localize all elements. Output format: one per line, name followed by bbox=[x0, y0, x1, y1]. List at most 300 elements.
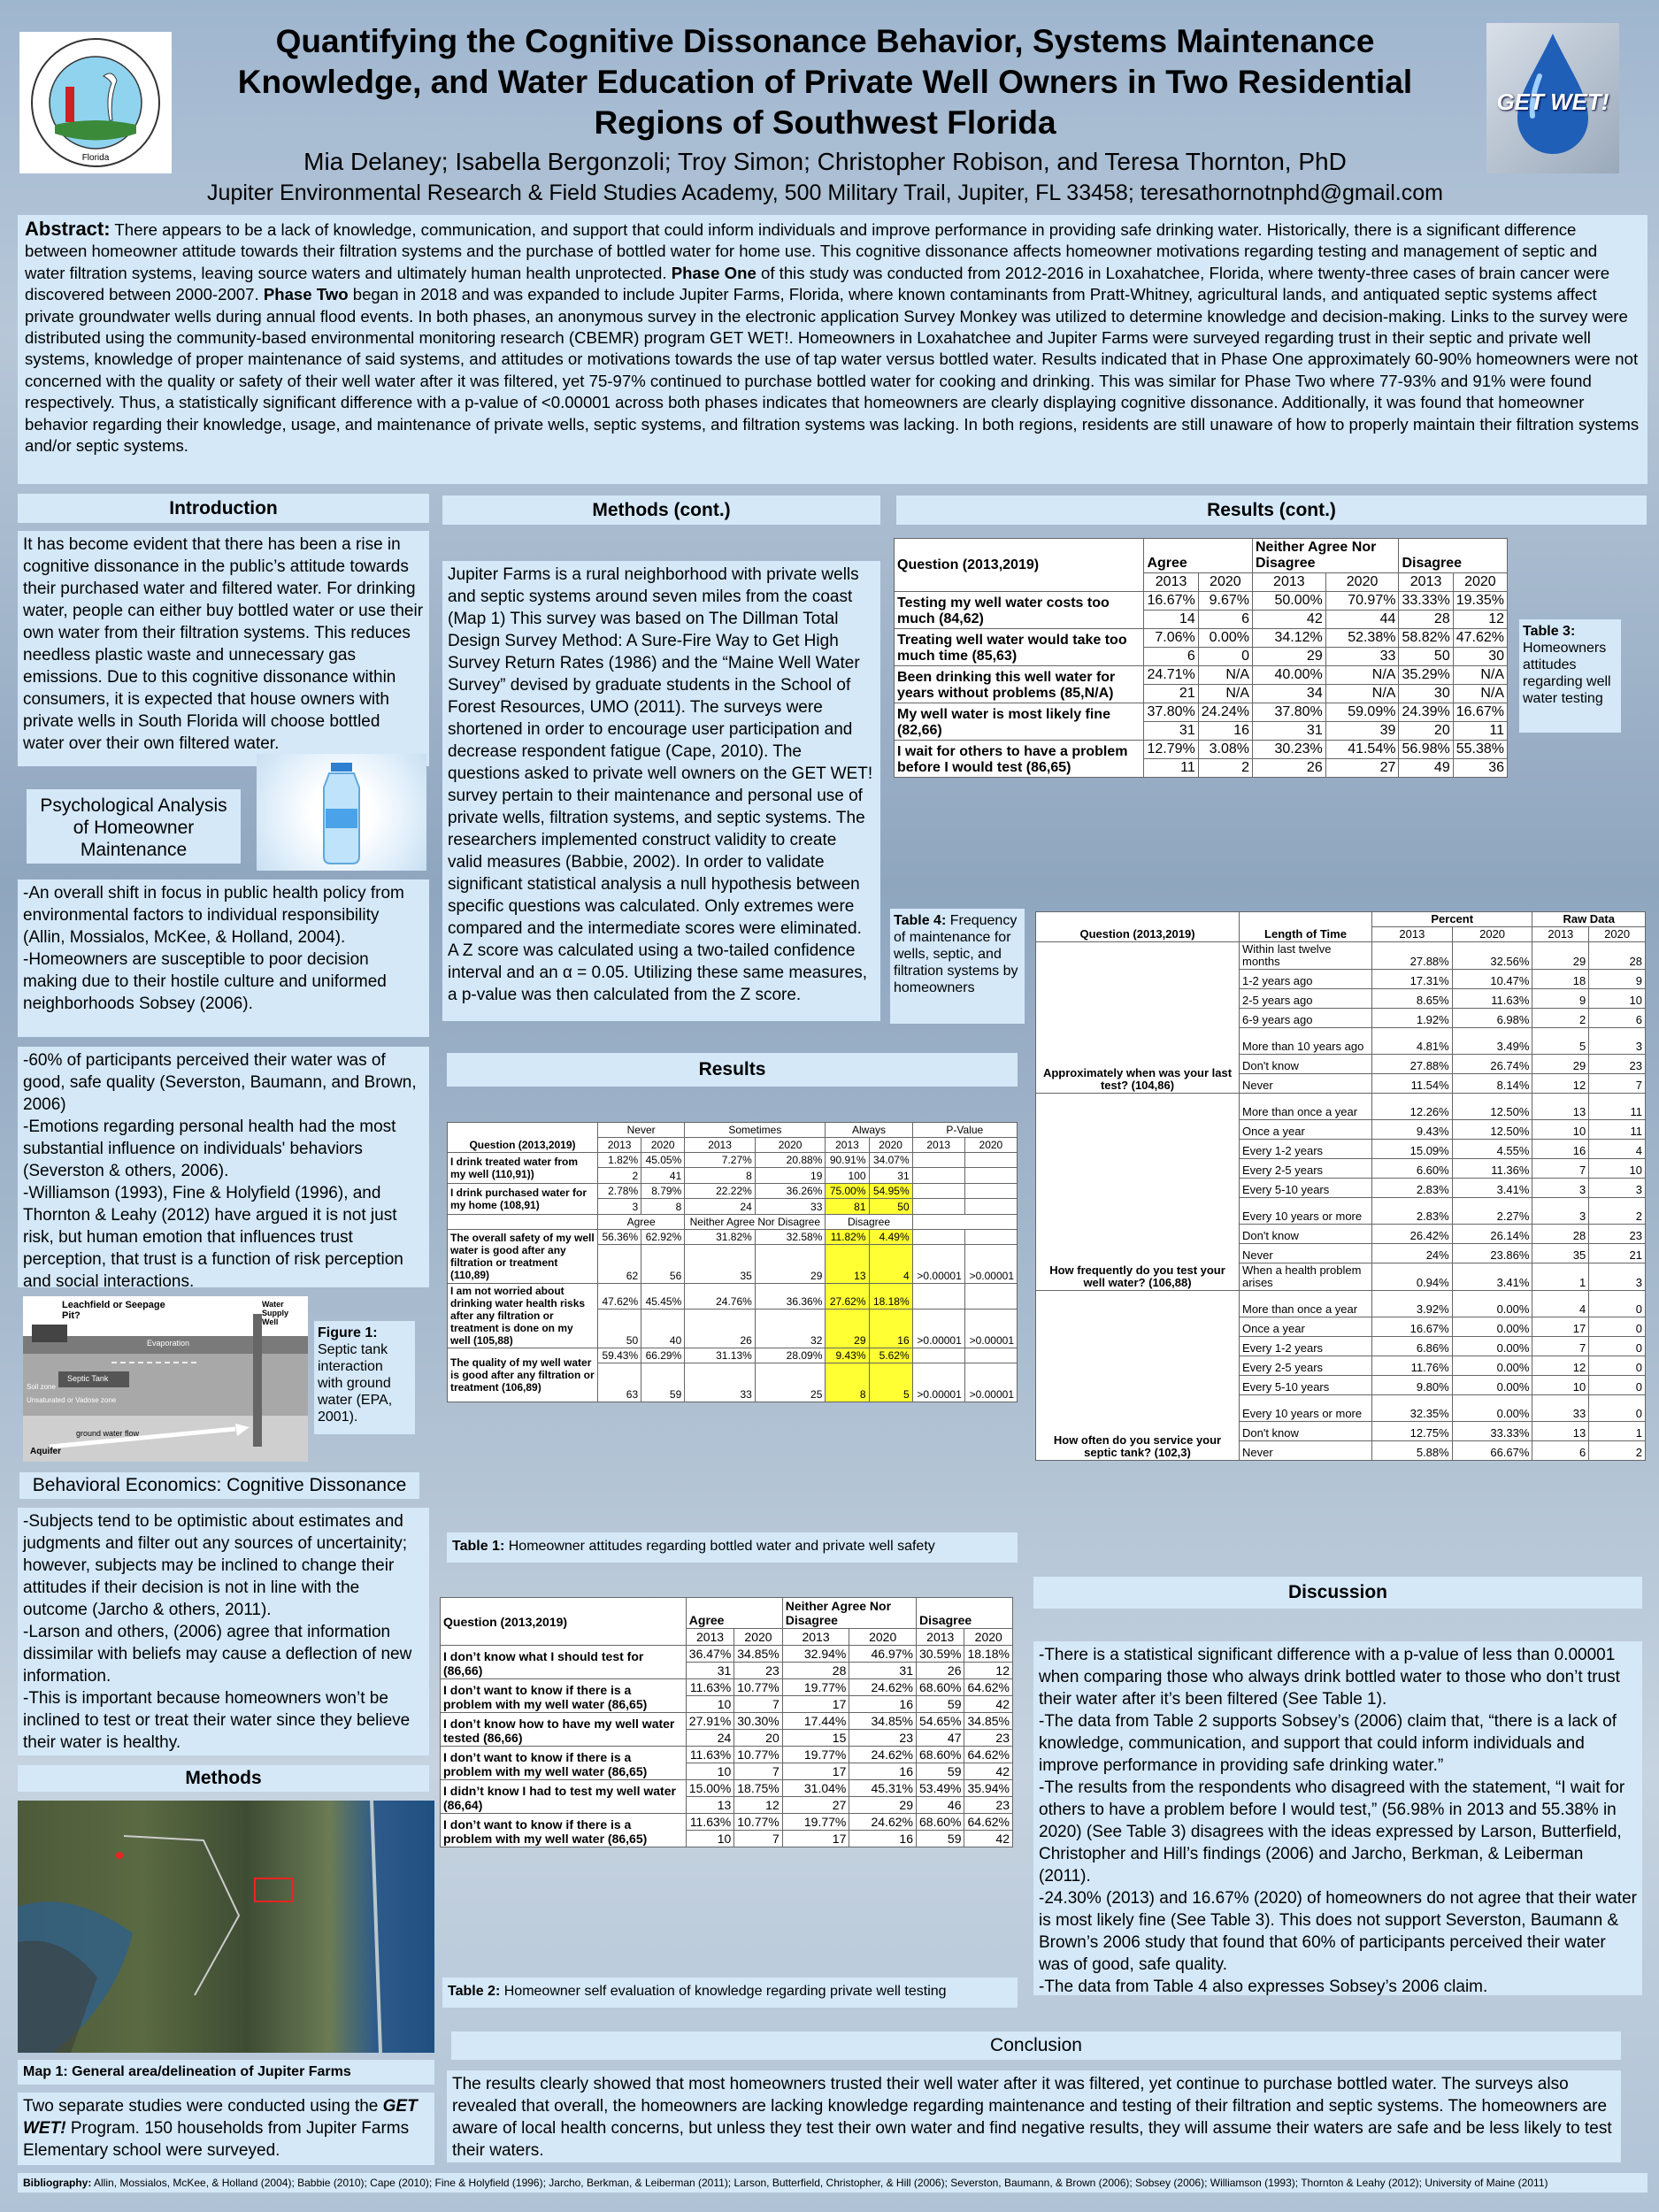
percent-cell: 34.85% bbox=[849, 1713, 917, 1730]
raw-cell: 26 bbox=[685, 1310, 756, 1348]
table-header: Agree bbox=[598, 1215, 685, 1230]
raw-cell: 7 bbox=[734, 1696, 782, 1713]
value-cell: 16.67% bbox=[1372, 1317, 1453, 1337]
table-header: Length of Time bbox=[1240, 912, 1372, 942]
raw-cell: >0.00001 bbox=[912, 1245, 964, 1284]
year-header: 2020 bbox=[849, 1629, 917, 1646]
length-cell: More than 10 years ago bbox=[1240, 1028, 1372, 1055]
psych-text-1: -An overall shift in focus in public health policy from environmental factors to individual responsibility (Allin, Mossialos, McKee, & Holland, 2004). -Homeowners are susceptible to poor decision making due to their hostile culture and uniformed neighborhoods Sobsey (2006). bbox=[18, 879, 429, 1037]
value-cell: 1.92% bbox=[1372, 1009, 1453, 1028]
percent-cell bbox=[912, 1348, 964, 1363]
table-header: Agree bbox=[1144, 539, 1253, 573]
raw-cell bbox=[964, 1168, 1017, 1184]
percent-cell: 68.60% bbox=[917, 1679, 964, 1696]
percent-cell bbox=[964, 1184, 1017, 1199]
year-header: 2020 bbox=[734, 1629, 782, 1646]
table-header: Neither Agree Nor Disagree bbox=[782, 1598, 916, 1629]
length-cell: Every 1-2 years bbox=[1240, 1337, 1372, 1356]
value-cell: 2.27% bbox=[1452, 1198, 1532, 1225]
affiliation: Jupiter Environmental Research & Field Studies Academy, 500 Military Trail, Jupiter, FL 33458; teresathornotnphd@gmail.com bbox=[207, 180, 1443, 205]
bibliography-text: Allin, Mossialos, McKee, & Holland (2004); Babbie (2010); Cape (2010); Fine & Holyfield (1996); Jarcho, Berkman, & Leiberman (2011); Larson, Butterfield, Christopher, & Hill (2006); Severston, Baumann, & Brown (2006); Sobsey (2006); Williamson (1993); Thornton & Leahy (2012); University of Maine (2011) bbox=[94, 2177, 1548, 2189]
water-bottle-image bbox=[257, 754, 426, 871]
value-cell: 35 bbox=[1532, 1244, 1589, 1263]
blank-cell bbox=[448, 1215, 598, 1230]
year-header: 2020 bbox=[1453, 573, 1507, 592]
raw-cell: 33 bbox=[1325, 648, 1399, 666]
value-cell: 33.33% bbox=[1452, 1422, 1532, 1441]
table-3-caption bbox=[1519, 619, 1621, 733]
map-caption: Map 1: General area/delineation of Jupiter Farms bbox=[18, 2060, 434, 2085]
raw-cell: 40 bbox=[641, 1310, 685, 1348]
raw-cell: 63 bbox=[598, 1363, 641, 1402]
raw-cell: 42 bbox=[1252, 611, 1325, 629]
abstract-text-1: There appears to be a lack of knowledge, communication, and support that could inform individuals and improve performance in providing safe drinking water. Historically, there is a significant difference between homeowner attitude towards their filtration systems and the purchase of bottled water for home use. This cognitive dissonance affects homeowner motivations regarding testing and management of septic and water filtration systems, leaving source waters and ultimately human health unprotected. bbox=[25, 220, 1598, 282]
value-cell: 4.55% bbox=[1452, 1140, 1532, 1159]
table-2-container bbox=[440, 1597, 1013, 1847]
percent-cell: 7.27% bbox=[685, 1153, 756, 1168]
percent-cell bbox=[912, 1284, 964, 1310]
discussion-heading: Discussion bbox=[1033, 1577, 1642, 1609]
value-cell: 6.86% bbox=[1372, 1337, 1453, 1356]
raw-cell: 29 bbox=[849, 1797, 917, 1814]
year-header: 2013 bbox=[1252, 573, 1325, 592]
year-header: 2020 bbox=[964, 1629, 1013, 1646]
value-cell: 3.49% bbox=[1452, 1028, 1532, 1055]
percent-cell: 19.77% bbox=[782, 1814, 849, 1831]
raw-cell: 50 bbox=[1399, 648, 1453, 666]
percent-cell: 16.67% bbox=[1453, 703, 1507, 722]
value-cell: 0.00% bbox=[1452, 1356, 1532, 1376]
percent-cell: 64.62% bbox=[964, 1814, 1013, 1831]
value-cell: 11.76% bbox=[1372, 1356, 1453, 1376]
table-row bbox=[1036, 1291, 1646, 1317]
year-header: 2020 bbox=[755, 1138, 826, 1153]
value-cell: 1 bbox=[1532, 1263, 1589, 1291]
value-cell: 32.35% bbox=[1372, 1395, 1453, 1422]
percent-cell: 15.00% bbox=[686, 1780, 733, 1797]
raw-cell: 12 bbox=[964, 1663, 1013, 1679]
value-cell: 24% bbox=[1372, 1244, 1453, 1263]
figure-1-caption-text: Septic tank interaction with ground water (EPA, 2001). bbox=[318, 1342, 393, 1425]
percent-cell: 54.95% bbox=[869, 1184, 912, 1199]
year-header: 2013 bbox=[1532, 927, 1589, 942]
percent-cell: 36.36% bbox=[755, 1284, 826, 1310]
question-cell: I don’t know what I should test for (86,66) bbox=[441, 1646, 687, 1679]
raw-cell: 26 bbox=[917, 1663, 964, 1679]
figure-label-leachfield: Leachfield or Seepage Pit? bbox=[62, 1300, 165, 1321]
percent-cell: 1.82% bbox=[598, 1153, 641, 1168]
value-cell: 0.94% bbox=[1372, 1263, 1453, 1291]
table-3-caption-label: Table 3: bbox=[1523, 624, 1576, 639]
percent-cell: 66.29% bbox=[641, 1348, 685, 1363]
percent-cell bbox=[964, 1230, 1017, 1245]
value-cell: 0 bbox=[1589, 1356, 1646, 1376]
question-cell: Been drinking this well water for years without problems (85,N/A) bbox=[895, 666, 1144, 703]
figure-label-soil: Soil zone bbox=[27, 1383, 56, 1391]
value-cell: 5 bbox=[1532, 1028, 1589, 1055]
raw-cell: 11 bbox=[1453, 722, 1507, 741]
percent-cell: 33.33% bbox=[1399, 592, 1453, 611]
raw-cell: 19 bbox=[755, 1168, 826, 1184]
figure-1-caption bbox=[314, 1321, 415, 1434]
question-cell: The overall safety of my well water is good after any filtration or treatment (110,89) bbox=[448, 1230, 598, 1284]
value-cell: 15.09% bbox=[1372, 1140, 1453, 1159]
percent-cell: 19.35% bbox=[1453, 592, 1507, 611]
percent-cell: 34.85% bbox=[964, 1713, 1013, 1730]
value-cell: 21 bbox=[1589, 1244, 1646, 1263]
percent-cell: 32.58% bbox=[755, 1230, 826, 1245]
question-cell: I wait for others to have a problem before I would test (86,65) bbox=[895, 741, 1144, 778]
value-cell: 7 bbox=[1532, 1337, 1589, 1356]
satellite-map-icon bbox=[18, 1801, 434, 2053]
raw-cell: 3 bbox=[598, 1199, 641, 1215]
year-header: 2020 bbox=[1589, 927, 1646, 942]
length-cell: Every 2-5 years bbox=[1240, 1356, 1372, 1376]
percent-cell: 24.62% bbox=[849, 1679, 917, 1696]
percent-cell: 10.77% bbox=[734, 1747, 782, 1763]
value-cell: 6 bbox=[1589, 1009, 1646, 1028]
question-cell: I don’t want to know if there is a problem with my well water (86,65) bbox=[441, 1747, 687, 1780]
value-cell: 3 bbox=[1589, 1263, 1646, 1291]
raw-cell: 35 bbox=[685, 1245, 756, 1284]
value-cell: 0 bbox=[1589, 1376, 1646, 1395]
authors: Mia Delaney; Isabella Bergonzoli; Troy Simon; Christopher Robison, and Teresa Thornton, PhD bbox=[303, 148, 1347, 175]
percent-cell: 9.43% bbox=[826, 1348, 869, 1363]
percent-cell: 18.75% bbox=[734, 1780, 782, 1797]
raw-cell: 16 bbox=[849, 1696, 917, 1713]
value-cell: 9.80% bbox=[1372, 1376, 1453, 1395]
year-header: 2013 bbox=[598, 1138, 641, 1153]
raw-cell: 31 bbox=[1144, 722, 1198, 741]
question-cell: Testing my well water costs too much (84,62) bbox=[895, 592, 1144, 629]
raw-cell: 42 bbox=[964, 1831, 1013, 1847]
value-cell: 11 bbox=[1589, 1094, 1646, 1120]
question-cell: I drink treated water from my well (110,91)) bbox=[448, 1153, 598, 1184]
raw-cell: 6 bbox=[1198, 611, 1252, 629]
percent-cell: 37.80% bbox=[1144, 703, 1198, 722]
raw-cell: 26 bbox=[1252, 759, 1325, 778]
table-header: Never bbox=[598, 1123, 685, 1138]
table-3-caption-text: Homeowners attitudes regarding well water testing bbox=[1523, 641, 1611, 706]
percent-cell: 45.05% bbox=[641, 1153, 685, 1168]
percent-cell: 68.60% bbox=[917, 1814, 964, 1831]
percent-cell: 58.82% bbox=[1399, 629, 1453, 648]
table-row bbox=[448, 1230, 1018, 1245]
raw-cell: 2 bbox=[1198, 759, 1252, 778]
table-row bbox=[441, 1598, 1013, 1629]
question-cell: How often do you service your septic tank? (102,3) bbox=[1036, 1291, 1240, 1461]
value-cell: 27.88% bbox=[1372, 942, 1453, 970]
value-cell: 0 bbox=[1589, 1395, 1646, 1422]
percent-cell: 34.07% bbox=[869, 1153, 912, 1168]
year-header: 2013 bbox=[686, 1629, 733, 1646]
value-cell: 33 bbox=[1532, 1395, 1589, 1422]
length-cell: 6-9 years ago bbox=[1240, 1009, 1372, 1028]
year-header: 2020 bbox=[964, 1138, 1017, 1153]
percent-cell: 24.76% bbox=[685, 1284, 756, 1310]
percent-cell: N/A bbox=[1198, 666, 1252, 685]
raw-cell: 28 bbox=[1399, 611, 1453, 629]
raw-cell: 24 bbox=[685, 1199, 756, 1215]
value-cell: 5.88% bbox=[1372, 1441, 1453, 1461]
raw-cell: N/A bbox=[1453, 685, 1507, 703]
value-cell: 9 bbox=[1532, 989, 1589, 1009]
methods-text-c: Program. 150 households from Jupiter Farms Elementary school were surveyed. bbox=[23, 2119, 410, 2160]
value-cell: 26.42% bbox=[1372, 1225, 1453, 1244]
table-row bbox=[441, 1679, 1013, 1696]
raw-cell: 36 bbox=[1453, 759, 1507, 778]
question-cell: I didn’t know I had to test my well water (86,64) bbox=[441, 1780, 687, 1814]
table-header: Question (2013,2019) bbox=[895, 539, 1144, 592]
question-cell: I don’t know how to have my well water tested (86,66) bbox=[441, 1713, 687, 1747]
percent-cell: 50.00% bbox=[1252, 592, 1325, 611]
value-cell: 16 bbox=[1532, 1140, 1589, 1159]
percent-cell: 35.94% bbox=[964, 1780, 1013, 1797]
table-1-caption-label: Table 1: bbox=[452, 1539, 505, 1554]
value-cell: 13 bbox=[1532, 1422, 1589, 1441]
raw-cell: 27 bbox=[782, 1797, 849, 1814]
percent-cell: 40.00% bbox=[1252, 666, 1325, 685]
percent-cell bbox=[964, 1284, 1017, 1310]
percent-cell: 36.47% bbox=[686, 1646, 733, 1663]
phase-two-label: Phase Two bbox=[263, 285, 349, 304]
percent-cell: 11.63% bbox=[686, 1814, 733, 1831]
figure-1-caption-label: Figure 1: bbox=[318, 1325, 378, 1340]
value-cell: 10 bbox=[1589, 989, 1646, 1009]
value-cell: 9 bbox=[1589, 970, 1646, 989]
question-cell: I drink purchased water for my home (108,91) bbox=[448, 1184, 598, 1215]
raw-cell: 7 bbox=[734, 1763, 782, 1780]
year-header: 2020 bbox=[1325, 573, 1399, 592]
conclusion-heading: Conclusion bbox=[451, 2032, 1621, 2060]
percent-cell: 10.77% bbox=[734, 1679, 782, 1696]
methods-text bbox=[18, 2093, 434, 2165]
value-cell: 4.81% bbox=[1372, 1028, 1453, 1055]
get-wet-logo-text: GET WET! bbox=[1496, 88, 1609, 115]
raw-cell: 11 bbox=[1144, 759, 1198, 778]
year-header: 2020 bbox=[869, 1138, 912, 1153]
discussion-text: -There is a statistical significant difference with a p-value of less than 0.00001 when comparing those who always drink bottled water to those who don’t trust their water after it’s been filtered (See Table 1). -The data from Table 2 supports Sobsey’s (2006) claim that, “there is a lack of knowledge, communication, and support that could inform individuals and improve performance in providing safe drinking water.” -The results from the respondents who disagreed with the statement, “I wait for others to have a problem before I would test,” (56.98% in 2013 and 55.38% in 2020) (See Table 3) disagrees with the ideas expressed by Larson, Butterfield, Christopher and Hill’s findings (2006) and Jarcho, Berkman, & Leiberman (2011). -24.30% (2013) and 16.67% (2020) of homeowners do not agree that their water is most likely fine (See Table 3). This does not support Severston, Baumann & Brown’s 2006 study that found that 60% of participants perceived their water was of good, safe quality. -The data from Table 4 also expresses Sobsey’s 2006 claim. bbox=[1033, 1641, 1642, 1995]
year-header: 2013 bbox=[685, 1138, 756, 1153]
length-cell: Every 10 years or more bbox=[1240, 1198, 1372, 1225]
map-1 bbox=[18, 1801, 434, 2053]
table-2 bbox=[440, 1597, 1013, 1847]
raw-cell bbox=[912, 1199, 964, 1215]
percent-cell: 30.59% bbox=[917, 1646, 964, 1663]
value-cell: 6.60% bbox=[1372, 1159, 1453, 1179]
table-header: Always bbox=[826, 1123, 912, 1138]
percent-cell: N/A bbox=[1453, 666, 1507, 685]
raw-cell: 23 bbox=[849, 1730, 917, 1747]
percent-cell: 70.97% bbox=[1325, 592, 1399, 611]
percent-cell: 30.30% bbox=[734, 1713, 782, 1730]
length-cell: Every 2-5 years bbox=[1240, 1159, 1372, 1179]
percent-cell: 55.38% bbox=[1453, 741, 1507, 759]
raw-cell: 30 bbox=[1453, 648, 1507, 666]
value-cell: 0 bbox=[1589, 1291, 1646, 1317]
percent-cell: 28.09% bbox=[755, 1348, 826, 1363]
percent-cell: 17.44% bbox=[782, 1713, 849, 1730]
table-row bbox=[1036, 912, 1646, 927]
table-row bbox=[441, 1713, 1013, 1730]
raw-cell: 8 bbox=[826, 1363, 869, 1402]
value-cell: 23.86% bbox=[1452, 1244, 1532, 1263]
raw-cell: 23 bbox=[964, 1797, 1013, 1814]
value-cell: 26.74% bbox=[1452, 1055, 1532, 1074]
percent-cell: 18.18% bbox=[964, 1646, 1013, 1663]
year-header: 2013 bbox=[1144, 573, 1198, 592]
table-header: Question (2013,2019) bbox=[448, 1123, 598, 1153]
raw-cell: 100 bbox=[826, 1168, 869, 1184]
percent-cell: 24.62% bbox=[849, 1814, 917, 1831]
raw-cell: 59 bbox=[917, 1696, 964, 1713]
raw-cell: >0.00001 bbox=[912, 1310, 964, 1348]
percent-cell: 10.77% bbox=[734, 1814, 782, 1831]
percent-cell: 20.88% bbox=[755, 1153, 826, 1168]
value-cell: 12.26% bbox=[1372, 1094, 1453, 1120]
raw-cell: 59 bbox=[917, 1763, 964, 1780]
page-title: Quantifying the Cognitive Dissonance Behavior, Systems Maintenance Knowledge, and Water Education of Private Well Owners in Two Residential Regions of Southwest Florida bbox=[237, 23, 1413, 141]
raw-cell: 31 bbox=[686, 1663, 733, 1679]
percent-cell: 7.06% bbox=[1144, 629, 1198, 648]
table-row bbox=[448, 1284, 1018, 1310]
length-cell: Every 5-10 years bbox=[1240, 1376, 1372, 1395]
raw-cell: 2 bbox=[598, 1168, 641, 1184]
raw-cell: 42 bbox=[964, 1696, 1013, 1713]
percent-cell: 68.60% bbox=[917, 1747, 964, 1763]
figure-label-unsat: Unsaturated or Vadose zone bbox=[27, 1396, 117, 1404]
percent-cell: 36.26% bbox=[755, 1184, 826, 1199]
percent-cell: 34.12% bbox=[1252, 629, 1325, 648]
value-cell: 17.31% bbox=[1372, 970, 1453, 989]
question-cell: My well water is most likely fine (82,66) bbox=[895, 703, 1144, 741]
raw-cell: 59 bbox=[917, 1831, 964, 1847]
percent-cell: 11.63% bbox=[686, 1747, 733, 1763]
percent-cell: 2.78% bbox=[598, 1184, 641, 1199]
length-cell: 1-2 years ago bbox=[1240, 970, 1372, 989]
raw-cell: 42 bbox=[964, 1763, 1013, 1780]
table-header: Raw Data bbox=[1532, 912, 1646, 927]
value-cell: 27.88% bbox=[1372, 1055, 1453, 1074]
percent-cell: 31.04% bbox=[782, 1780, 849, 1797]
length-cell: 2-5 years ago bbox=[1240, 989, 1372, 1009]
raw-cell: 30 bbox=[1399, 685, 1453, 703]
percent-cell: 8.79% bbox=[641, 1184, 685, 1199]
table-row bbox=[895, 629, 1508, 648]
percent-cell: 0.00% bbox=[1198, 629, 1252, 648]
psych-heading: Psychological Analysis of Homeowner Maintenance bbox=[27, 789, 241, 864]
percent-cell: 18.18% bbox=[869, 1284, 912, 1310]
introduction-text: It has become evident that there has been a rise in cognitive dissonance in the public’s attitude towards their purchased water and filtered water. For drinking water, people can either buy bottled water or use their own water from their filtration systems. This reduces needless plastic waste and unnecessary gas emissions. Due to this cognitive dissonance within consumers, it is expected that house owners with private wells in South Florida will choose bottled water over their own filtered water. bbox=[18, 531, 429, 766]
percent-cell: 59.43% bbox=[598, 1348, 641, 1363]
percent-cell: 41.54% bbox=[1325, 741, 1399, 759]
raw-cell: >0.00001 bbox=[964, 1245, 1017, 1284]
raw-cell: 16 bbox=[849, 1763, 917, 1780]
length-cell: Every 5-10 years bbox=[1240, 1179, 1372, 1198]
value-cell: 3 bbox=[1589, 1179, 1646, 1198]
percent-cell: 11.82% bbox=[826, 1230, 869, 1245]
table-row bbox=[895, 666, 1508, 685]
year-header: 2020 bbox=[1452, 927, 1532, 942]
length-cell: More than once a year bbox=[1240, 1094, 1372, 1120]
raw-cell: 29 bbox=[826, 1310, 869, 1348]
percent-cell: N/A bbox=[1325, 666, 1399, 685]
raw-cell: >0.00001 bbox=[964, 1310, 1017, 1348]
value-cell: 0.00% bbox=[1452, 1376, 1532, 1395]
value-cell: 26.14% bbox=[1452, 1225, 1532, 1244]
table-header: Neither Agree Nor Disagree bbox=[685, 1215, 826, 1230]
raw-cell: 17 bbox=[782, 1696, 849, 1713]
phase-one-label: Phase One bbox=[671, 263, 757, 282]
value-cell: 2 bbox=[1532, 1009, 1589, 1028]
percent-cell bbox=[912, 1153, 964, 1168]
value-cell: 3.41% bbox=[1452, 1179, 1532, 1198]
value-cell: 0 bbox=[1589, 1317, 1646, 1337]
length-cell: More than once a year bbox=[1240, 1291, 1372, 1317]
raw-cell: 49 bbox=[1399, 759, 1453, 778]
value-cell: 66.67% bbox=[1452, 1441, 1532, 1461]
length-cell: Don't know bbox=[1240, 1225, 1372, 1244]
table-row bbox=[441, 1747, 1013, 1763]
percent-cell: 64.62% bbox=[964, 1747, 1013, 1763]
percent-cell: 75.00% bbox=[826, 1184, 869, 1199]
percent-cell: 47.62% bbox=[1453, 629, 1507, 648]
raw-cell: 31 bbox=[849, 1663, 917, 1679]
percent-cell: 45.45% bbox=[641, 1284, 685, 1310]
value-cell: 1 bbox=[1589, 1422, 1646, 1441]
raw-cell: N/A bbox=[1198, 685, 1252, 703]
raw-cell: 4 bbox=[869, 1245, 912, 1284]
table-1-caption bbox=[447, 1532, 1018, 1563]
raw-cell: 15 bbox=[782, 1730, 849, 1747]
raw-cell: 47 bbox=[917, 1730, 964, 1747]
figure-label-flow: ground water flow bbox=[76, 1429, 140, 1438]
value-cell: 28 bbox=[1532, 1225, 1589, 1244]
psych-text-2: -60% of participants perceived their water was of good, safe quality (Severston, Baumann, and Brown, 2006) -Emotions regarding personal health had the most substantial influence on individuals' behaviors (Severston & others, 2006). -Williamson (1993), Fine & Holyfield (1996), and Thornton & Leahy (2012) have argued it is not just risk, but human emotion that influences trust perception, that trust is a function of risk perception and social interactions. bbox=[18, 1047, 429, 1287]
value-cell: 10.47% bbox=[1452, 970, 1532, 989]
raw-cell: 23 bbox=[964, 1730, 1013, 1747]
value-cell: 13 bbox=[1532, 1094, 1589, 1120]
question-cell: I don’t want to know if there is a problem with my well water (86,65) bbox=[441, 1814, 687, 1847]
percent-cell: 19.77% bbox=[782, 1747, 849, 1763]
raw-cell: 25 bbox=[755, 1363, 826, 1402]
question-cell: How frequently do you test your well water? (106,88) bbox=[1036, 1094, 1240, 1291]
abstract-text-2: of this study was conducted from 2012-2016 in Loxahatchee, Florida, where twenty-three cases of brain cancer were discovered between 2000-2007. bbox=[25, 263, 1610, 304]
value-cell: 11 bbox=[1589, 1120, 1646, 1140]
percent-cell: 31.13% bbox=[685, 1348, 756, 1363]
table-3 bbox=[894, 538, 1508, 778]
behavioral-text: -Subjects tend to be optimistic about estimates and judgments and filter out any sources of uncertainity; however, subjects may be inclined to change their attitudes if their decision is not in line with the outcome (Jarcho & others, 2011). -Larson and others, (2006) agree that information dissimilar with beliefs may cause a deflection of new information. -This is important because homeowners won’t be inclined to test or treat their water since they believe their water is healthy. bbox=[18, 1508, 429, 1755]
percent-cell: 34.85% bbox=[734, 1646, 782, 1663]
length-cell: Don't know bbox=[1240, 1422, 1372, 1441]
value-cell: 9.43% bbox=[1372, 1120, 1453, 1140]
table-header: Question (2013,2019) bbox=[441, 1598, 687, 1646]
raw-cell: 32 bbox=[755, 1310, 826, 1348]
table-1-caption-text: Homeowner attitudes regarding bottled water and private well safety bbox=[508, 1539, 935, 1554]
bibliography bbox=[18, 2173, 1647, 2193]
length-cell: Once a year bbox=[1240, 1317, 1372, 1337]
percent-cell: 54.65% bbox=[917, 1713, 964, 1730]
percent-cell: 24.62% bbox=[849, 1747, 917, 1763]
raw-cell: 56 bbox=[641, 1245, 685, 1284]
percent-cell: 22.22% bbox=[685, 1184, 756, 1199]
raw-cell: 5 bbox=[869, 1363, 912, 1402]
raw-cell: 16 bbox=[869, 1310, 912, 1348]
raw-cell: 16 bbox=[849, 1831, 917, 1847]
value-cell: 29 bbox=[1532, 1055, 1589, 1074]
value-cell: 4 bbox=[1532, 1291, 1589, 1317]
raw-cell: 41 bbox=[641, 1168, 685, 1184]
